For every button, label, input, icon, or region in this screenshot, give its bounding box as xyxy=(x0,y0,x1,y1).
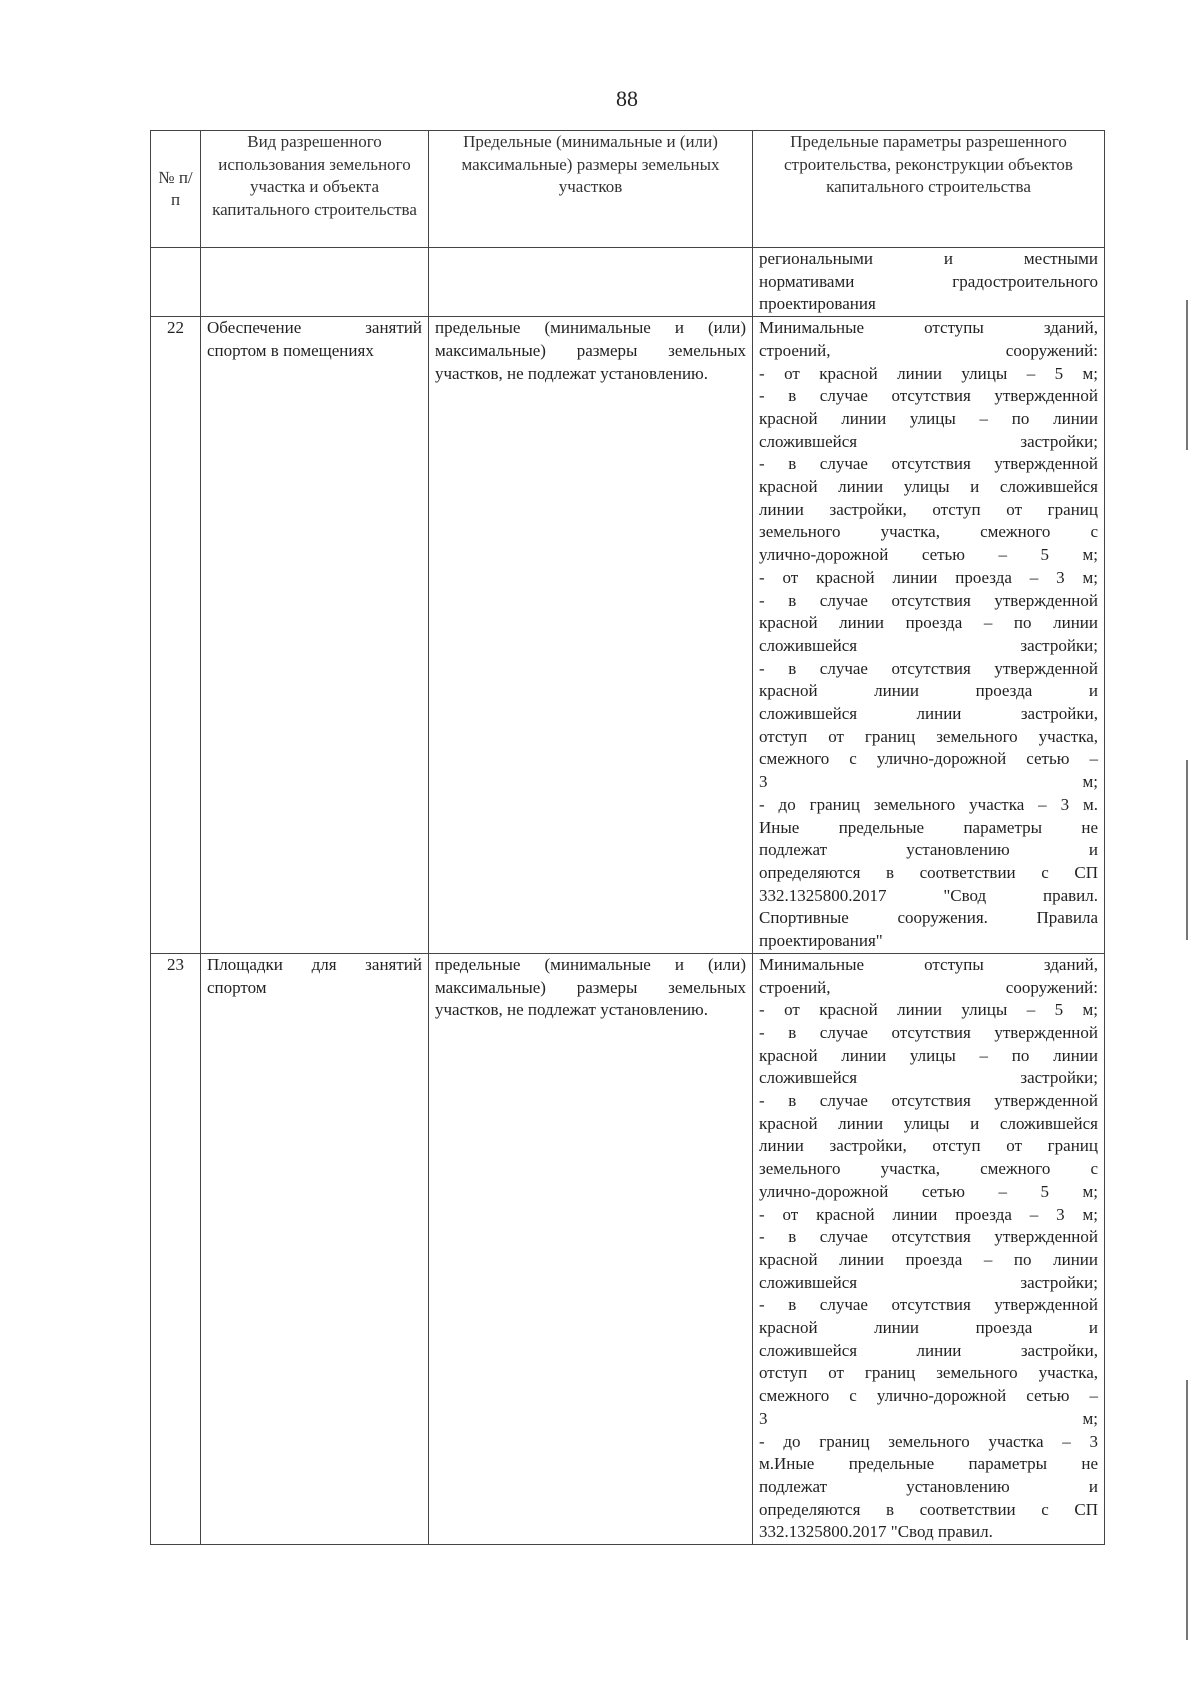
text-line: сложившейся застройки; xyxy=(759,1068,1098,1088)
text-line: Минимальные отступы зданий, xyxy=(759,954,1098,974)
header-use-type: Вид разрешенного использования земельного участка и объекта капитального строительства xyxy=(201,131,429,248)
header-plot-sizes: Предельные (минимальные и (или) максимальные) размеры земельных участков xyxy=(429,131,753,248)
text-line: красной линии проезда – по линии xyxy=(759,1249,1098,1269)
continuation-params-cell xyxy=(753,248,1105,317)
header-number: № п/п xyxy=(151,131,201,248)
row-23-use-type: Площадки для занятий спортом xyxy=(201,953,429,1544)
text-line: сложившейся застройки; xyxy=(759,1272,1098,1292)
text-line: отступ от границ земельного участка, xyxy=(759,726,1098,746)
text-line: строений, сооружений: xyxy=(759,977,1098,997)
text-line: смежного с улично-дорожной сетью – xyxy=(759,1386,1098,1406)
text-line: 332.1325800.2017 "Свод правил. xyxy=(759,1522,993,1542)
text-line: красной линии проезда и xyxy=(759,1318,1098,1338)
text-line: нормативами градостроительного xyxy=(759,271,1098,291)
text-line: м.Иные предельные параметры не xyxy=(759,1454,1098,1474)
text-line: сложившейся застройки; xyxy=(759,635,1098,655)
text-line: 3 м; xyxy=(759,772,1098,792)
text-line: Иные предельные параметры не xyxy=(759,817,1098,837)
text-line: Минимальные отступы зданий, xyxy=(759,318,1098,338)
text-line: Спортивные сооружения. Правила xyxy=(759,908,1098,928)
text-line: 332.1325800.2017 "Свод правил. xyxy=(759,885,1098,905)
text-line: строений, сооружений: xyxy=(759,340,1098,360)
text-line: - в случае отсутствия утвержденной xyxy=(759,1295,1098,1315)
text-line: отступ от границ земельного участка, xyxy=(759,1363,1098,1383)
header-construction-params: Предельные параметры разрешенного строительства, реконструкции объектов капитального строительства xyxy=(753,131,1105,248)
text-line: сложившейся линии застройки, xyxy=(759,1340,1098,1360)
continuation-use-cell xyxy=(201,248,429,317)
table-header-row xyxy=(151,131,1105,248)
text-line: улично-дорожной сетью – 5 м; xyxy=(759,545,1098,565)
row-22-construction-params xyxy=(753,317,1105,954)
table-row-23 xyxy=(151,953,1105,1544)
text-line: улично-дорожной сетью – 5 м; xyxy=(759,1181,1098,1201)
text-line: проектирования xyxy=(759,294,876,314)
text-line: - в случае отсутствия утвержденной xyxy=(759,658,1098,678)
text-line: - до границ земельного участка – 3 м. xyxy=(759,794,1098,814)
text-line: земельного участка, смежного с xyxy=(759,522,1098,542)
text-line: подлежат установлению и xyxy=(759,1476,1098,1496)
row-22-plot-sizes: предельные (минимальные и (или) максимальные) размеры земельных участков, не подлежат установлению. xyxy=(429,317,753,954)
text-line: - в случае отсутствия утвержденной xyxy=(759,1022,1098,1042)
text-line: определяются в соответствии с СП xyxy=(759,862,1098,882)
scan-edge-mark xyxy=(1186,760,1188,940)
page-number: 88 xyxy=(616,86,638,111)
text-line: 3 м; xyxy=(759,1408,1098,1428)
text-line: региональными и местными xyxy=(759,249,1098,268)
row-22-number: 22 xyxy=(151,317,201,954)
text-line: подлежат установлению и xyxy=(759,840,1098,860)
text-line: сложившейся застройки; xyxy=(759,431,1098,451)
table-row-22 xyxy=(151,317,1105,954)
continuation-number-cell xyxy=(151,248,201,317)
text-line: линии застройки, отступ от границ xyxy=(759,499,1098,519)
text-line: - в случае отсутствия утвержденной xyxy=(759,454,1098,474)
text-line: смежного с улично-дорожной сетью – xyxy=(759,749,1098,769)
text-line: - в случае отсутствия утвержденной xyxy=(759,590,1098,610)
text-line: - до границ земельного участка – 3 xyxy=(759,1431,1098,1451)
row-22-use-type: Обеспечение занятий спортом в помещениях xyxy=(201,317,429,954)
text-line: определяются в соответствии с СП xyxy=(759,1499,1098,1519)
continuation-sizes-cell xyxy=(429,248,753,317)
text-line: - от красной линии проезда – 3 м; xyxy=(759,567,1098,587)
text-line: - в случае отсутствия утвержденной xyxy=(759,1227,1098,1247)
text-line: - в случае отсутствия утвержденной xyxy=(759,386,1098,406)
text-line: сложившейся линии застройки, xyxy=(759,704,1098,724)
text-line: - от красной линии проезда – 3 м; xyxy=(759,1204,1098,1224)
text-line: красной линии улицы и сложившейся xyxy=(759,477,1098,497)
row-23-number: 23 xyxy=(151,953,201,1544)
scan-edge-mark xyxy=(1186,300,1188,450)
text-line: - в случае отсутствия утвержденной xyxy=(759,1091,1098,1111)
text-line: красной линии проезда – по линии xyxy=(759,613,1098,633)
text-line: красной линии улицы – по линии xyxy=(759,1045,1098,1065)
text-line: проектирования" xyxy=(759,931,883,951)
text-line: - от красной линии улицы – 5 м; xyxy=(759,363,1098,383)
regulations-table xyxy=(150,130,1105,1545)
table-row-continuation xyxy=(151,248,1105,317)
text-line: красной линии улицы – по линии xyxy=(759,408,1098,428)
text-line: земельного участка, смежного с xyxy=(759,1159,1098,1179)
text-line: красной линии улицы и сложившейся xyxy=(759,1113,1098,1133)
row-23-construction-params xyxy=(753,953,1105,1544)
text-line: красной линии проезда и xyxy=(759,681,1098,701)
row-23-plot-sizes: предельные (минимальные и (или) максимальные) размеры земельных участков, не подлежат установлению. xyxy=(429,953,753,1544)
scan-edge-mark xyxy=(1186,1380,1188,1640)
text-line: линии застройки, отступ от границ xyxy=(759,1136,1098,1156)
text-line: - от красной линии улицы – 5 м; xyxy=(759,1000,1098,1020)
